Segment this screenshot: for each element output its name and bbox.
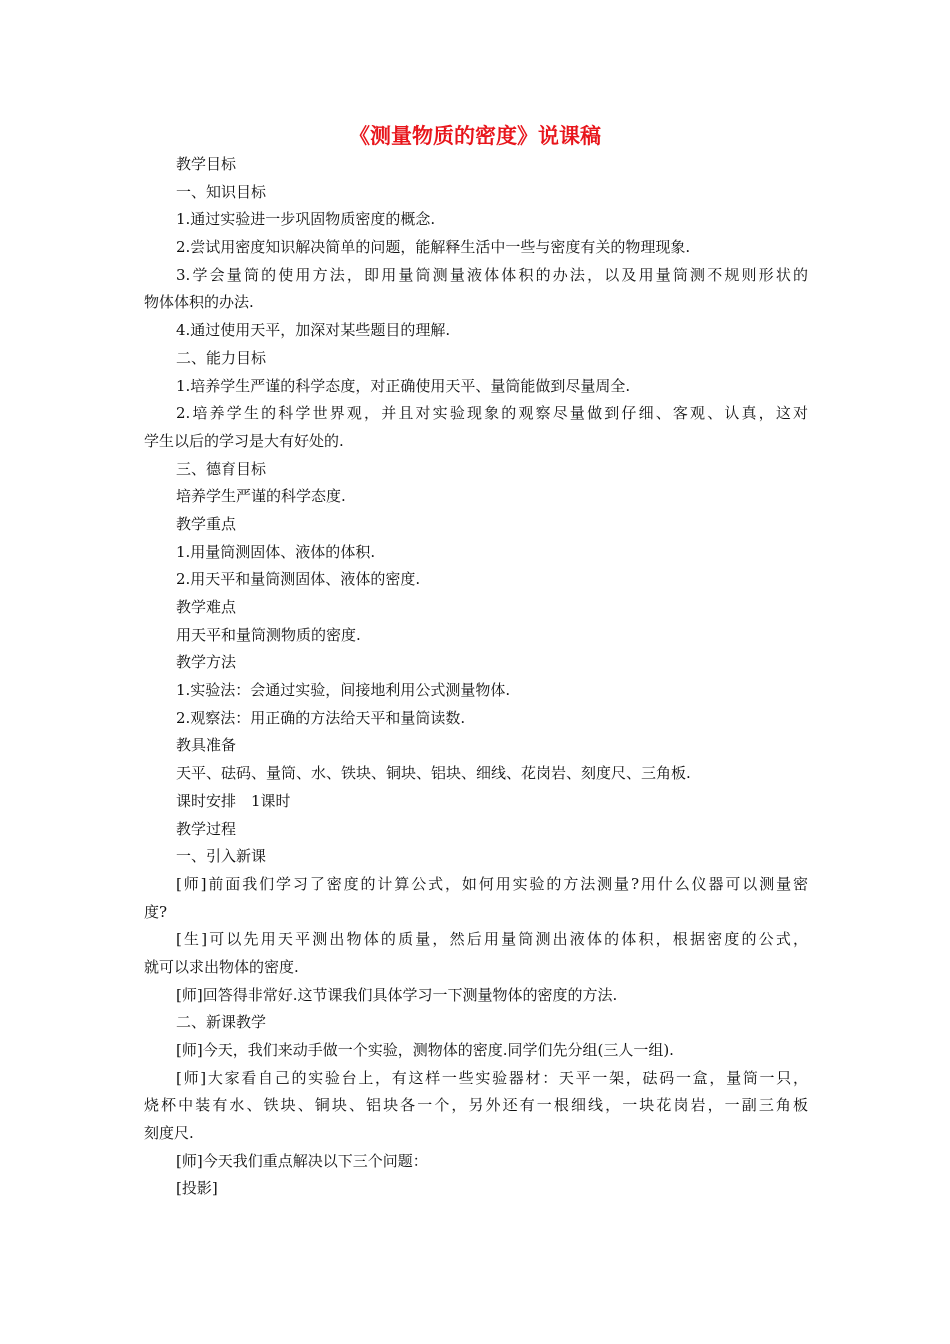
document-body	[144, 151, 808, 1203]
text-line: [生]可以先用天平测出物体的质量，然后用量筒测出液体的体积，根据密度的公式，	[176, 930, 808, 949]
text-line: 1.培养学生严谨的科学态度，对正确使用天平、量筒能做到尽量周全.	[176, 376, 631, 395]
text-line: 学生以后的学习是大有好处的.	[144, 431, 344, 450]
text-line: 1.通过实验进一步巩固物质密度的概念.	[176, 210, 436, 229]
text-line: 教学难点	[176, 598, 237, 616]
text-line: 4.通过使用天平，加深对某些题目的理解.	[176, 321, 451, 340]
text-line: 2.用天平和量筒测固体、液体的密度.	[176, 570, 421, 589]
text-line: [师]今天，我们来动手做一个实验，测物体的密度.同学们先分组(三人一组).	[176, 1041, 674, 1059]
text-line: 2.尝试用密度知识解决简单的问题，能解释生活中一些与密度有关的物理现象.	[176, 238, 691, 257]
text-line: 3.学会量筒的使用方法，即用量筒测量液体体积的办法，以及用量筒测不规则形状的	[176, 265, 808, 284]
text-line: 一、引入新课	[176, 847, 267, 866]
text-line: 三、德育目标	[176, 459, 267, 478]
text-line: 教学方法	[176, 653, 237, 672]
text-line: 培养学生严谨的科学态度.	[176, 487, 346, 506]
text-line: 2.培养学生的科学世界观，并且对实验现象的观察尽量做到仔细、客观、认真，这对	[176, 404, 808, 423]
text-line: 二、新课教学	[176, 1013, 267, 1032]
text-line: 用天平和量筒测物质的密度.	[176, 625, 361, 644]
text-line: 就可以求出物体的密度.	[144, 957, 299, 976]
text-line: 烧杯中装有水、铁块、铜块、铝块各一个，另外还有一根细线，一块花岗岩，一副三角板	[144, 1096, 808, 1115]
text-line: 课时安排 1课时	[176, 791, 291, 810]
text-line: 刻度尺.	[144, 1124, 194, 1143]
text-line: 2.观察法：用正确的方法给天平和量筒读数.	[176, 708, 466, 727]
text-line: 度?	[144, 902, 168, 921]
text-line: 天平、砝码、量筒、水、铁块、铜块、铝块、细线、花岗岩、刻度尺、三角板.	[176, 764, 691, 783]
text-line: 二、能力目标	[176, 348, 267, 367]
text-line: 教学过程	[176, 819, 237, 838]
text-line: 1.用量筒测固体、液体的体积.	[176, 542, 376, 561]
text-line: [师]前面我们学习了密度的计算公式，如何用实验的方法测量?用什么仪器可以测量密	[176, 874, 808, 893]
text-line: [师]回答得非常好.这节课我们具体学习一下测量物体的密度的方法.	[176, 985, 618, 1004]
text-line: 一、知识目标	[176, 182, 267, 201]
text-line: 物体体积的办法.	[144, 293, 254, 312]
text-line: 教学目标	[176, 155, 237, 173]
text-line: [师]大家看自己的实验台上，有这样一些实验器材：天平一架，砝码一盒，量筒一只，	[176, 1068, 808, 1087]
document-title: 《测量物质的密度》说课稿	[349, 124, 601, 148]
text-line: 教具准备	[176, 736, 237, 755]
text-line: [师]今天我们重点解决以下三个问题：	[176, 1151, 428, 1170]
text-line: 教学重点	[176, 514, 237, 533]
text-line: [投影]	[176, 1179, 218, 1198]
text-line: 1.实验法：会通过实验，间接地利用公式测量物体.	[176, 681, 511, 700]
